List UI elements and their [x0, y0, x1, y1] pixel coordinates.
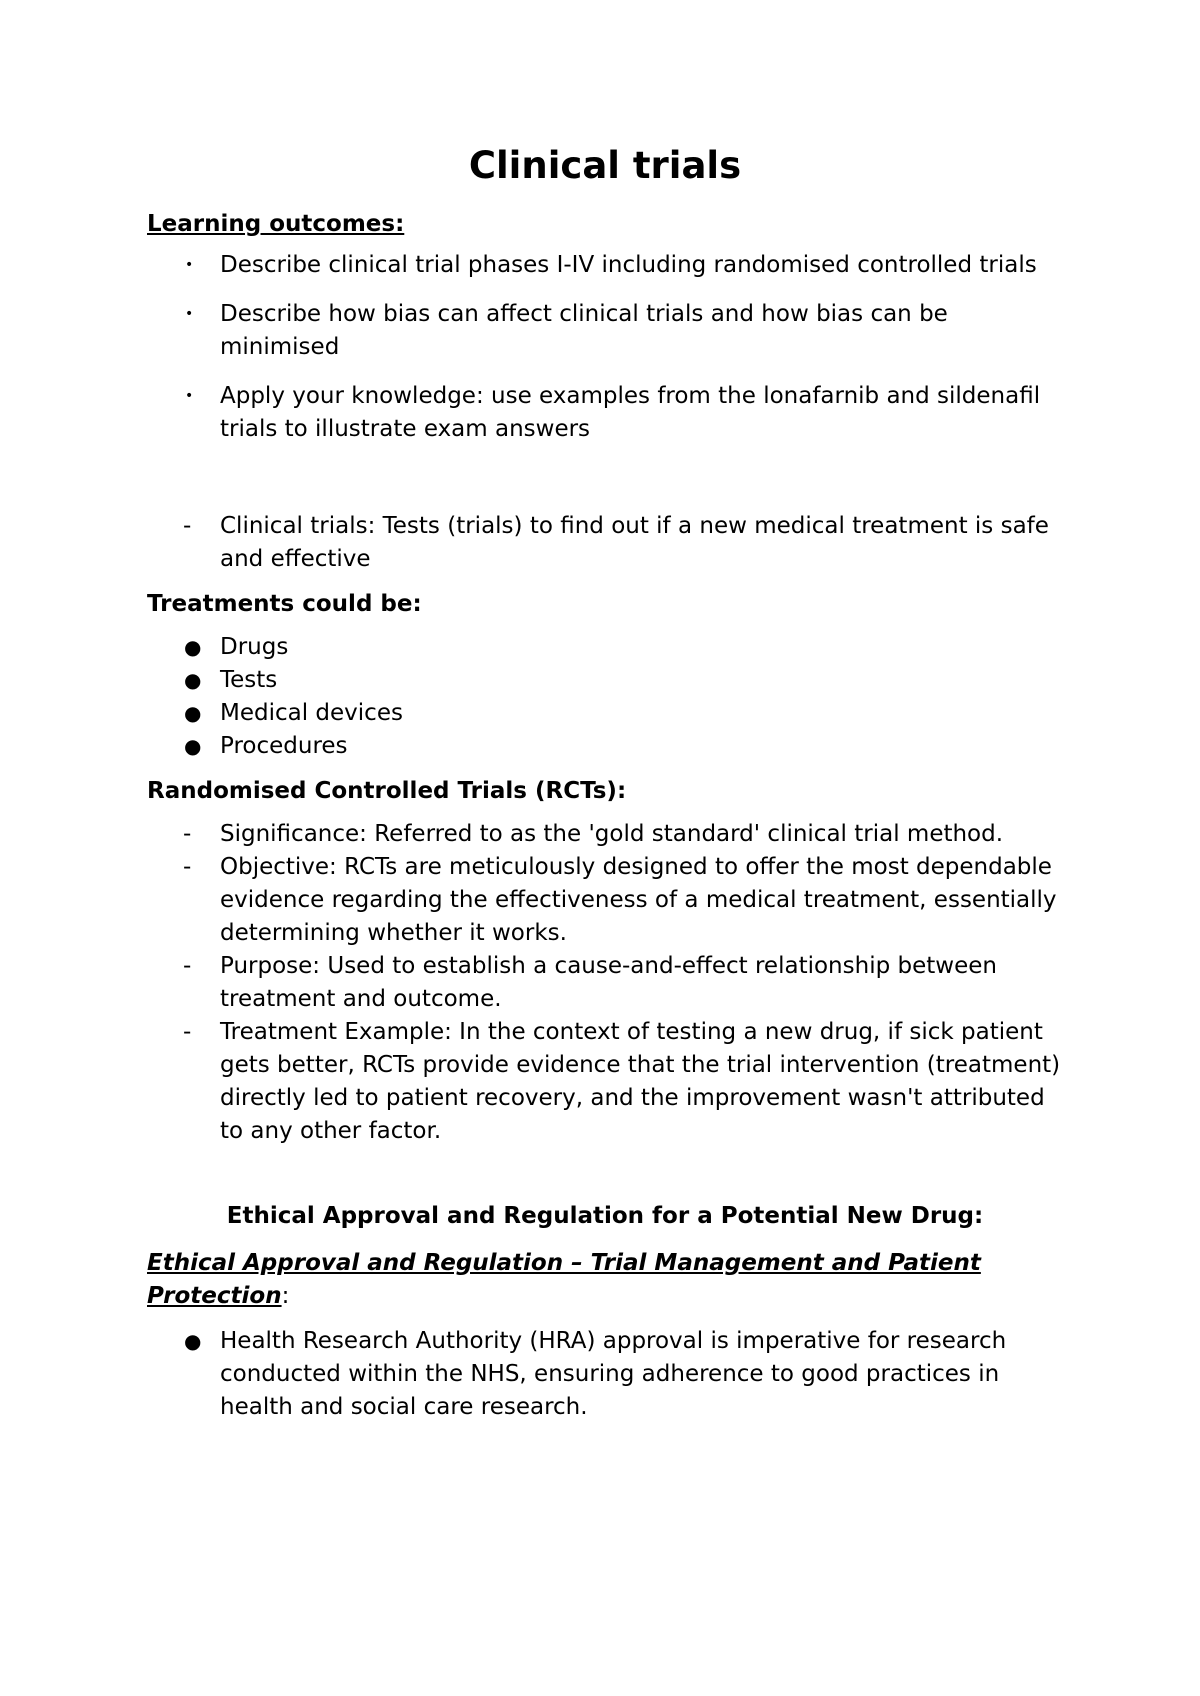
ethical-subheading-colon: :	[281, 1283, 290, 1309]
list-item	[147, 631, 1067, 664]
document-body	[147, 130, 1067, 1424]
list-item	[147, 950, 1067, 1016]
bullet-icon: •	[185, 388, 194, 404]
dash-marker: -	[183, 513, 192, 539]
list-item-text: Drugs	[220, 634, 289, 660]
ethical-heading: Ethical Approval and Regulation for a Potential New Drug:	[226, 1203, 984, 1229]
list-item-text: Significance: Referred to as the 'gold standard' clinical trial method.	[220, 821, 1004, 847]
list-item-text: Treatment Example: In the context of testing a new drug, if sick patient gets better, RCTs provide evidence that the trial intervention (treatment) directly led to patient recovery, and the improvement wasn't attributed to any other factor.	[220, 1019, 1061, 1144]
list-item-text: Medical devices	[220, 700, 403, 726]
list-item	[147, 730, 1067, 763]
rcts-heading: Randomised Controlled Trials (RCTs):	[147, 778, 627, 804]
bullet-icon: ●	[184, 701, 202, 725]
list-item	[147, 818, 1067, 851]
list-item-text: Purpose: Used to establish a cause-and-effect relationship between treatment and outcome.	[220, 953, 997, 1012]
list-item-text: Describe clinical trial phases I-IV including randomised controlled trials	[220, 252, 1037, 278]
dash-marker: -	[183, 953, 192, 979]
list-item-text: Apply your knowledge: use examples from the lonafarnib and sildenafil trials to illustrate exam answers	[220, 383, 1041, 442]
dash-marker: -	[183, 1019, 192, 1045]
list-item	[147, 697, 1067, 730]
bullet-icon: ●	[184, 734, 202, 758]
bullet-icon: ●	[184, 1329, 202, 1353]
treatments-heading: Treatments could be:	[147, 591, 422, 617]
learning-outcomes-list	[147, 249, 1067, 446]
bullet-icon: ●	[184, 668, 202, 692]
list-item	[147, 1016, 1067, 1148]
ethical-subheading-text: Ethical Approval and Regulation – Trial Management and Patient Protection	[147, 1250, 981, 1309]
bullet-icon: •	[185, 306, 194, 322]
list-item-text: Describe how bias can affect clinical trials and how bias can be minimised	[220, 301, 948, 360]
page-title: Clinical trials	[468, 144, 742, 187]
definition-list	[147, 510, 1067, 576]
list-item	[147, 851, 1067, 950]
ethical-list	[147, 1325, 1067, 1424]
bullet-icon: ●	[184, 635, 202, 659]
list-item	[147, 298, 1067, 364]
rcts-list	[147, 818, 1067, 1148]
list-item	[147, 380, 1067, 446]
list-item-text: Tests	[220, 667, 278, 693]
list-item-text: Health Research Authority (HRA) approval is imperative for research conducted within the NHS, ensuring adherence to good practices in health and social care research.	[220, 1328, 1007, 1420]
spacer	[147, 1148, 1067, 1200]
list-item	[147, 249, 1067, 282]
treatments-list	[147, 631, 1067, 763]
list-item-text: Objective: RCTs are meticulously designed to offer the most dependable evidence regarding the effectiveness of a medical treatment, essentially determining whether it works.	[220, 854, 1057, 946]
definition-text: Clinical trials: Tests (trials) to find out if a new medical treatment is safe and effective	[220, 513, 1049, 572]
ethical-subheading	[147, 1247, 1067, 1313]
learning-outcomes-heading: Learning outcomes:	[147, 211, 405, 237]
spacer	[147, 462, 1067, 510]
bullet-icon: •	[185, 257, 194, 273]
list-item	[147, 510, 1067, 576]
dash-marker: -	[183, 821, 192, 847]
list-item	[147, 664, 1067, 697]
dash-marker: -	[183, 854, 192, 880]
list-item	[147, 1325, 1067, 1424]
list-item-text: Procedures	[220, 733, 348, 759]
